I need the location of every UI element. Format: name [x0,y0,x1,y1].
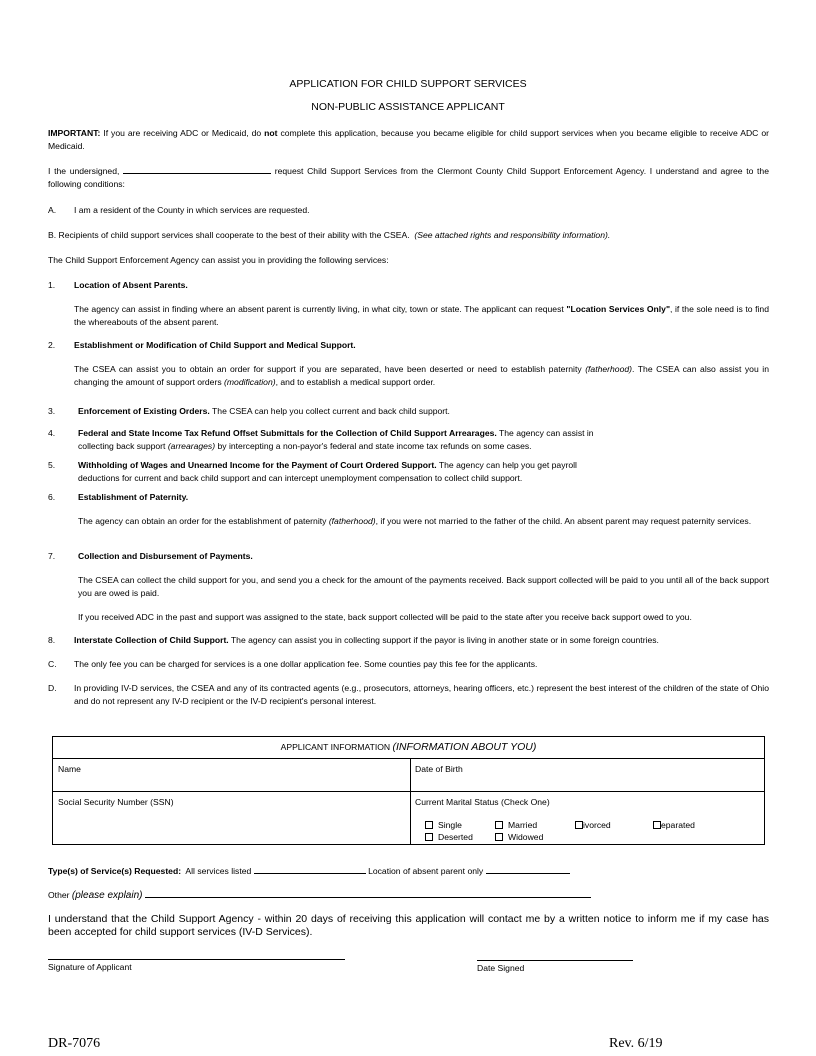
revision-date: Rev. 6/19 [609,1036,663,1051]
condition-d-text: In providing IV-D services, the CSEA and any of its contracted agents (e.g., prosecutors, attorneys, hearing officers, etc.) represent the best interest of the children of the state of Ohio and do not represent any IV-D recipient or the IV-D recipient's personal interest. [74,683,769,706]
condition-a-number: A. [48,205,57,215]
item-6-heading: Establishment of Paternity. [78,492,189,502]
checkbox-divorced[interactable]: ivorced [575,819,611,832]
checkbox-separated[interactable]: eparated [653,819,695,832]
item-1-body: The agency can assist in finding where an absent parent is currently living, in what city, town or state. The applicant can request "Location Services Only", if the sole need is to find the whereabouts of the absent parent. [74,304,769,327]
item-1-heading: Location of Absent Parents. [74,280,188,290]
table-divider [410,758,411,844]
item-8-text: Interstate Collection of Child Support. The agency can assist you in collecting support if the payor is living in another state or in some foreign countries. [74,635,659,645]
checkbox-widowed-box[interactable] [495,833,503,841]
checkbox-divorced-box[interactable] [575,821,583,829]
item-2-body: The CSEA can assist you to obtain an order for support if you are separated, have been deserted or need to establish paternity (fatherhood). The CSEA can also assist you in changing the amount of support orders (modification), and to establish a medical support order. [74,364,769,387]
condition-b: B. Recipients of child support services shall cooperate to the best of their ability with the CSEA. (See attached rights and responsibility information). [48,230,611,240]
checkbox-separated-box[interactable] [653,821,661,829]
checkbox-deserted[interactable]: Deserted [425,831,473,844]
item-2-heading: Establishment or Modification of Child Support and Medical Support. [74,340,356,350]
item-4-number: 4. [48,428,56,438]
form-subtitle: NON-PUBLIC ASSISTANCE APPLICANT [311,101,505,113]
item-7-heading: Collection and Disbursement of Payments. [78,551,253,561]
checkbox-widowed[interactable]: Widowed [495,831,543,844]
all-services-line[interactable] [254,864,366,874]
checkbox-married[interactable]: Married [495,819,537,832]
item-5-number: 5. [48,460,56,470]
applicant-table-header: APPLICANT INFORMATION (INFORMATION ABOUT YOU) [53,737,764,759]
important-notice: IMPORTANT: If you are receiving ADC or Medicaid, do not complete this application, because you became eligible for child support services when you became eligible to receive ADC or Medicaid. [48,128,769,151]
item-7-body: The CSEA can collect the child support for you, and send you a check for the amount of the payments received. Back support collected will be paid to you until all of the back support you are owed is paid. [78,575,769,598]
item-4-text: Federal and State Income Tax Refund Offset Submittals for the Collection of Child Support Arrearages. The agency can assist in collecting back support (arrearages) by intercepting a non-payor's federal and state income tax refunds on some cases. [78,428,594,451]
condition-c-text: The only fee you can be charged for services is a one dollar application fee. Some counties pay this fee for the applicants. [74,659,538,669]
applicant-information-table [52,736,765,845]
item-6-number: 6. [48,492,56,502]
condition-d-number: D. [48,683,57,693]
checkbox-single-box[interactable] [425,821,433,829]
signature-line[interactable] [48,959,345,960]
service-types-line: Type(s) of Service(s) Requested: All services listed Location of absent parent only [48,864,570,878]
item-3-number: 3. [48,406,56,416]
form-title: APPLICATION FOR CHILD SUPPORT SERVICES [289,78,527,90]
condition-a-text: I am a resident of the County in which services are requested. [74,205,310,215]
other-explain-line[interactable] [145,888,591,898]
item-8-number: 8. [48,635,56,645]
applicant-row-ssn [53,792,764,844]
location-only-line[interactable] [486,864,570,874]
item-7-number: 7. [48,551,56,561]
form-number: DR-7076 [48,1036,101,1051]
other-line: Other (please explain) [48,888,591,903]
checkbox-single[interactable]: Single [425,819,462,832]
applicant-row-name [53,758,764,792]
item-5-text: Withholding of Wages and Unearned Income for the Payment of Court Ordered Support. The agency can help you get payroll deductions for current and back child support and can intercept unemployment compensation to collect child support. [78,460,577,483]
name-field[interactable]: Name [58,764,81,774]
item-7-adc-note: If you received ADC in the past and support was assigned to the state, back support collected will be paid to the state after you receive back support owed to you. [78,612,692,622]
service-types-label: Type(s) of Service(s) Requested: [48,866,182,876]
undersigned-paragraph: I the undersigned, request Child Support Services from the Clermont County Child Support Enforcement Agency. I understand and agree to the following conditions: [48,166,769,189]
date-of-birth-field[interactable]: Date of Birth [415,764,463,774]
item-1-number: 1. [48,280,56,290]
ssn-field[interactable]: Social Security Number (SSN) [58,797,174,807]
date-signed-label: Date Signed [477,963,525,973]
date-signed-line[interactable] [477,960,633,961]
condition-c-number: C. [48,659,57,669]
item-2-number: 2. [48,340,56,350]
item-6-body: The agency can obtain an order for the establishment of paternity (fatherhood), if you were not married to the father of the child. An absent parent may request paternity services. [78,516,752,526]
signature-label: Signature of Applicant [48,962,132,972]
checkbox-deserted-box[interactable] [425,833,433,841]
important-label: IMPORTANT: [48,128,101,138]
acceptance-notice: I understand that the Child Support Agency - within 20 days of receiving this application will contact me by a written notice to inform me if my case has been accepted for child support services (IV-D Services). [48,913,769,938]
checkbox-married-box[interactable] [495,821,503,829]
item-3-text: Enforcement of Existing Orders. The CSEA can help you collect current and back child support. [78,406,450,416]
marital-status-label: Current Marital Status (Check One) [415,797,550,807]
undersigned-name-line[interactable] [123,164,271,174]
services-intro: The Child Support Enforcement Agency can assist you in providing the following services: [48,255,389,265]
